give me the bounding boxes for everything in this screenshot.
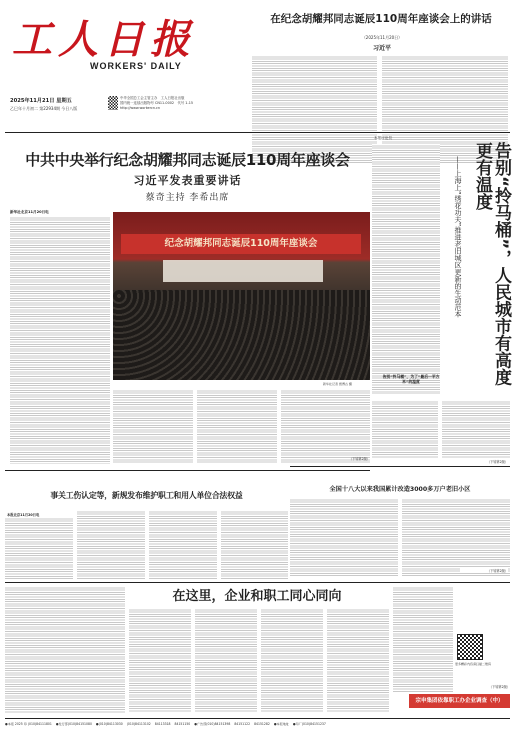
story-3-text-2 (77, 510, 145, 579)
cn-number: 国内统一连续出版物号 CN11-0002 (120, 101, 175, 105)
lead-story (5, 136, 370, 466)
footer (5, 718, 510, 728)
story-3-text-4 (221, 510, 288, 579)
commentary-subtitle: ——上海上“绣花功夫”推进老旧城区更新的生动范本 (454, 156, 462, 318)
rule-lower (5, 582, 510, 583)
lunar-date: 乙巳年十月初二 (10, 106, 38, 111)
english-name: WORKERS' DAILY (90, 61, 182, 71)
lead-story-title: 中共中央举行纪念胡耀邦同志诞辰110周年座谈会 (25, 151, 350, 169)
top-story-author: 习近平 (372, 45, 391, 52)
story-4-text-col-4 (261, 608, 323, 712)
issue-number: 第22934期 (39, 106, 61, 111)
photo-credit: 新华社记者 殷博古 摄 (323, 382, 352, 386)
side-story-text-2 (402, 498, 510, 576)
footer-item: 84113318 (154, 721, 171, 726)
weekday: 星期五 (56, 98, 72, 104)
bottom-banner: 宗申集团依靠职工办企业调查（中） (409, 694, 510, 708)
commentary-label: 本报评论员 (374, 136, 392, 140)
publisher-info (120, 96, 250, 111)
lead-story-host: 蔡奇主持 李希出席 (145, 193, 230, 203)
newspaper-logo: 工人日报 (12, 16, 196, 63)
publisher: 中华全国总工会主管主办 (120, 96, 158, 100)
story-4 (5, 584, 510, 714)
header-rule (5, 132, 510, 133)
top-story-title: 在纪念胡耀邦同志诞辰110周年座谈会上的讲话 (270, 13, 492, 25)
commentary-jump: （下转第2版） (486, 460, 508, 464)
footer-item: 84151150 (174, 721, 191, 726)
story-4-text-col-5 (327, 608, 389, 712)
footer-item: ●广告部(010)84151398 (194, 722, 231, 726)
org-line: 工人日报社出版 (160, 96, 185, 100)
photo-caption (113, 382, 333, 387)
footer-item: 84151282 (254, 721, 270, 726)
story-3-text-1 (5, 517, 73, 579)
story-4-text-col-6 (393, 586, 453, 692)
lead-story-subtitle: 习近平发表重要讲话 (133, 174, 242, 187)
lead-story-photo (113, 212, 370, 380)
photo-banner: 纪念胡耀邦同志诞辰110周年座谈会 (121, 234, 361, 254)
postal-code: 代号 1-15 (177, 101, 194, 105)
footer-item: ●本报地址 (273, 722, 289, 726)
story-3 (5, 472, 288, 582)
commentary-text-1 (372, 144, 440, 394)
lead-byline: 新华社北京11月20日电 (10, 210, 49, 214)
lead-story-text-col-4 (281, 389, 370, 464)
footer-item: (010)84113102 (126, 721, 151, 726)
lead-story-text-col-2 (113, 389, 193, 464)
footer-item: ●本报 2025 印 (010)84111801 (5, 722, 52, 726)
issue-date: 2025年11月21日 (10, 98, 55, 104)
commentary (372, 136, 510, 398)
side-story-title: 全国十八大以来我国累计改造3000多万户老旧小区 (329, 486, 471, 493)
footer-item: ●发行部(010)84151080 (55, 722, 92, 726)
lead-story-text-col-3 (197, 389, 277, 464)
story-4-text-left (5, 586, 125, 714)
lead-story-text-left (10, 216, 110, 464)
commentary-title: 告别“拎马桶”，人民城市有高度更有温度 (472, 142, 511, 386)
story-3-byline: 本报北京11月20日电 (7, 513, 40, 517)
story-3-title: 事关工伤认定等，新规发布维护职工和用人单位合法权益 (50, 491, 243, 500)
qr-code-bottom[interactable] (457, 634, 483, 660)
footer-item: ●印厂(010)84151237 (292, 722, 326, 726)
page-count: 今日八版 (61, 106, 78, 111)
top-story-date: （2025年11月20日） (361, 35, 403, 40)
commentary-text-2 (372, 400, 438, 458)
story-4-text-col-3 (195, 608, 257, 712)
date-line (10, 97, 120, 104)
story-4-title: 在这里，企业和职工同心同向 (172, 589, 342, 604)
qr-caption: 更多精彩内容请扫描二维码 (455, 662, 492, 666)
side-story (290, 470, 510, 580)
qr-code (108, 96, 118, 110)
commentary-text-3 (442, 400, 510, 458)
story-4-jump: （下转第2版） (488, 685, 510, 689)
commentary-quote: 告别“拎马桶”，为了“最后一平方米”的温度 (382, 374, 440, 384)
story-4-text-col-2 (129, 608, 191, 712)
story-3-text-3 (149, 510, 217, 579)
side-story-jump: （下转第2版） (460, 568, 508, 573)
website[interactable]: http://www.workercn.cn (120, 106, 161, 110)
footer-item: ●(010)84113030 (95, 721, 123, 726)
photo-stage (163, 260, 323, 282)
side-story-text-1 (290, 498, 398, 576)
lead-jump: （下转第2版） (348, 457, 370, 461)
rule-side (290, 466, 510, 467)
masthead (0, 0, 250, 111)
footer-item: 84151122 (234, 721, 251, 726)
photo-audience (113, 290, 370, 380)
